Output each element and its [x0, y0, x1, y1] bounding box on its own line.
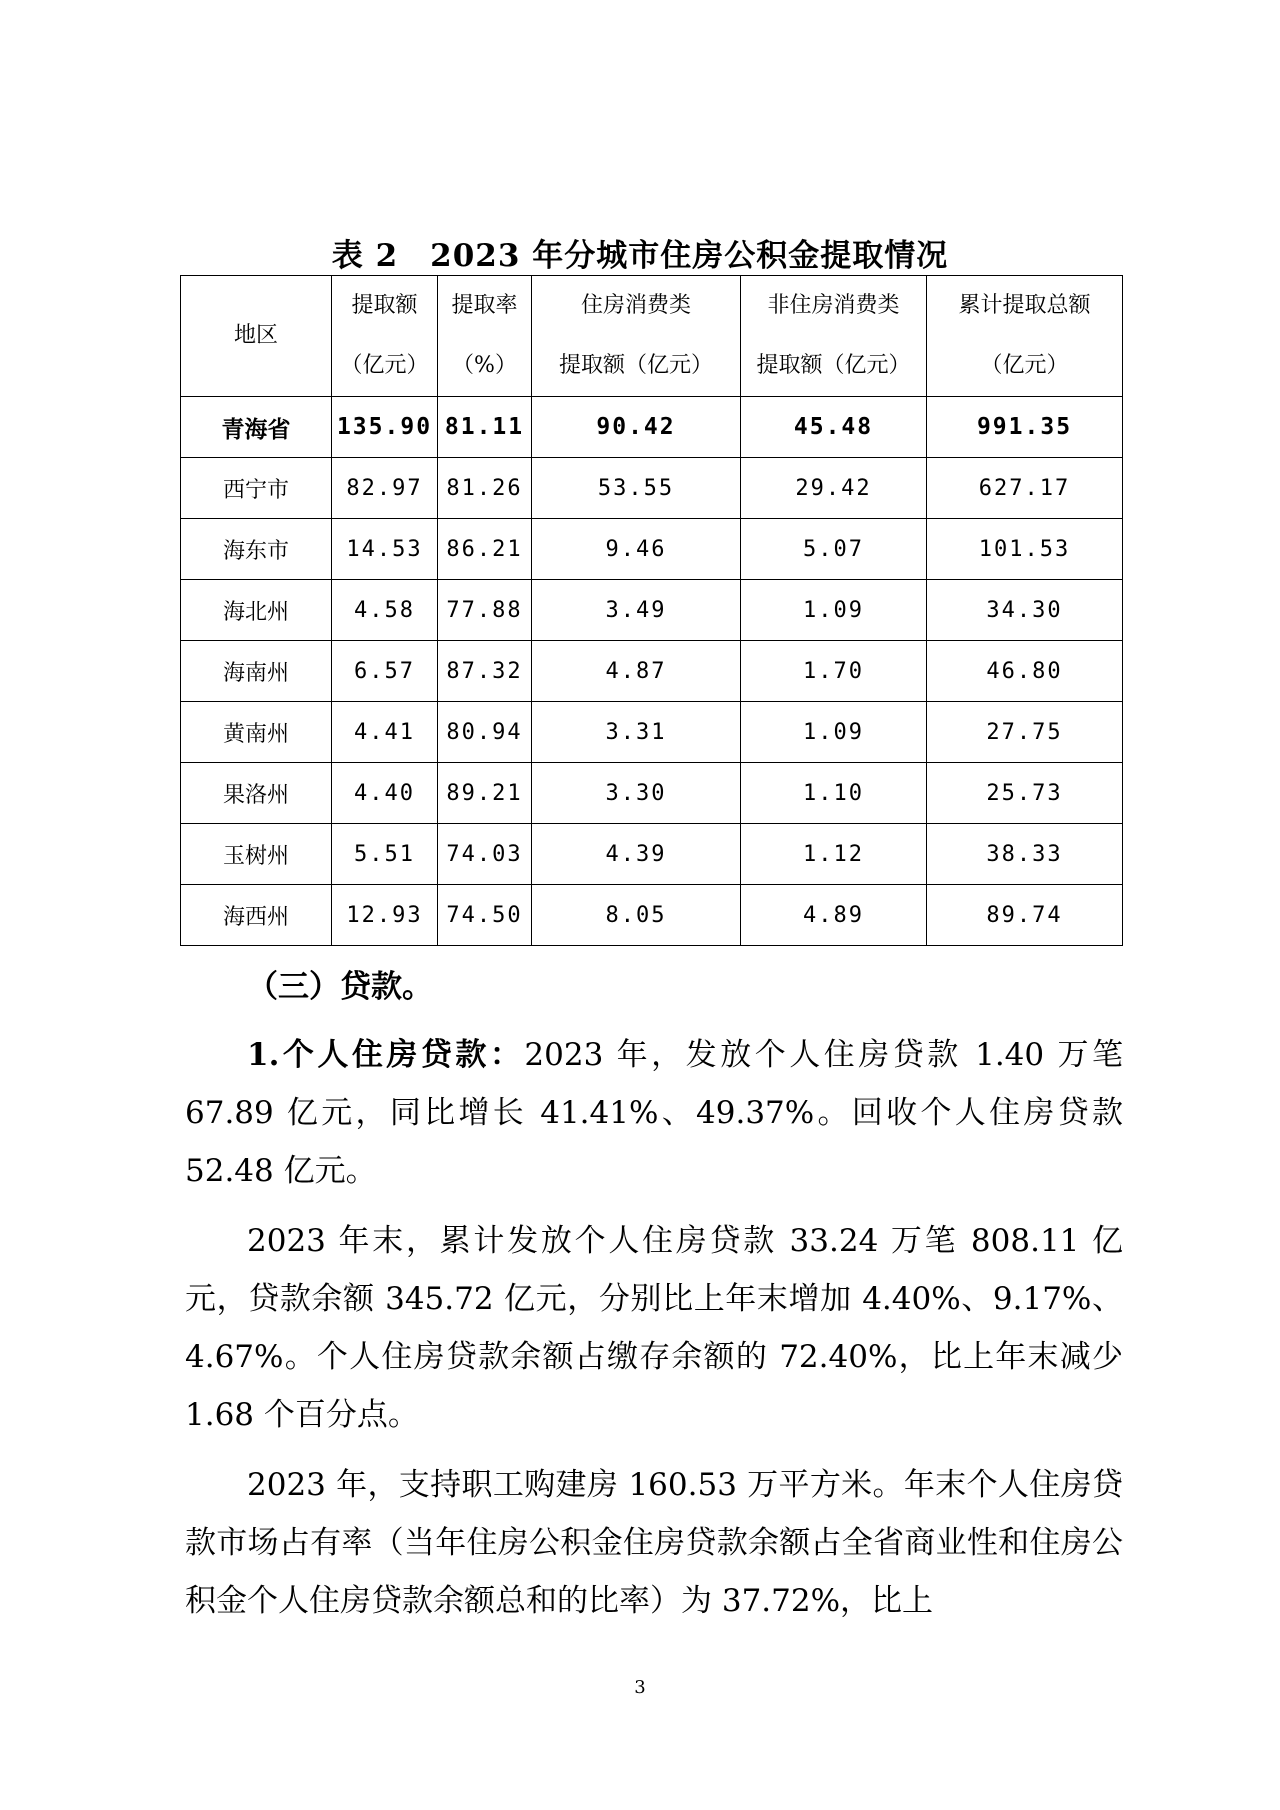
withdrawal-table — [180, 275, 1123, 946]
region-cell: 海西州 — [181, 885, 332, 946]
region-cell: 海东市 — [181, 519, 332, 580]
table-title: 表 2 2023 年分城市住房公积金提取情况 — [331, 238, 949, 274]
body-text — [185, 958, 1123, 1642]
table-row — [181, 641, 1123, 702]
value-cell: 14.53 — [332, 519, 438, 580]
header-line: 住房消费类 — [580, 293, 691, 318]
value-cell: 5.07 — [741, 519, 927, 580]
table-row — [181, 885, 1123, 946]
paragraph-year-end: 2023 年末，累计发放个人住房贷款 33.24 万笔 808.11 亿元，贷款余额 345.72 亿元，分别比上年末增加 4.40%、9.17%、4.67%。个人住房贷款余额占缴存余额的 72.40%，比上年末减少 1.68 个百分点。 — [185, 1223, 1123, 1433]
section-heading: （三）贷款。 — [247, 969, 433, 1005]
value-cell: 5.51 — [332, 824, 438, 885]
value-cell: 4.87 — [532, 641, 741, 702]
header-withdrawal-rate — [438, 276, 532, 397]
value-cell: 9.46 — [532, 519, 741, 580]
value-cell: 135.90 — [332, 397, 438, 458]
value-cell: 89.21 — [438, 763, 532, 824]
header-line: 地区 — [233, 323, 278, 348]
value-cell: 80.94 — [438, 702, 532, 763]
value-cell: 53.55 — [532, 458, 741, 519]
value-cell: 81.11 — [438, 397, 532, 458]
value-cell: 34.30 — [927, 580, 1123, 641]
value-cell: 12.93 — [332, 885, 438, 946]
value-cell: 90.42 — [532, 397, 741, 458]
value-cell: 8.05 — [532, 885, 741, 946]
header-line: 提取率 — [451, 293, 518, 318]
value-cell: 86.21 — [438, 519, 532, 580]
paragraph-lead: 1.个人住房贷款： — [247, 1037, 525, 1073]
value-cell: 74.50 — [438, 885, 532, 946]
table-row — [181, 763, 1123, 824]
region-cell: 海南州 — [181, 641, 332, 702]
table-row — [181, 702, 1123, 763]
value-cell: 25.73 — [927, 763, 1123, 824]
header-line: （亿元） — [980, 353, 1069, 378]
table-row — [181, 824, 1123, 885]
table-header-row — [181, 276, 1123, 397]
paragraph-personal-loan — [185, 1026, 1123, 1200]
value-cell: 46.80 — [927, 641, 1123, 702]
paragraph-body: 2023 年，发放个人住房贷款 1.40 万笔 67.89 亿元，同比增长 41.41%、49.37%。回收个人住房贷款 52.48 亿元。 — [185, 1037, 1123, 1189]
header-withdrawal-amount — [332, 276, 438, 397]
value-cell: 991.35 — [927, 397, 1123, 458]
value-cell: 627.17 — [927, 458, 1123, 519]
value-cell: 38.33 — [927, 824, 1123, 885]
table-row — [181, 458, 1123, 519]
header-region — [181, 276, 332, 397]
value-cell: 45.48 — [741, 397, 927, 458]
header-line: （亿元） — [340, 353, 429, 378]
value-cell: 1.10 — [741, 763, 927, 824]
value-cell: 82.97 — [332, 458, 438, 519]
paragraph-market-share: 2023 年，支持职工购建房 160.53 万平方米。年末个人住房贷款市场占有率（当年住房公积金住房贷款余额占全省商业性和住房公积金个人住房贷款余额总和的比率）为 37.72%，比上 — [185, 1467, 1123, 1619]
header-line: 累计提取总额 — [958, 293, 1091, 318]
header-housing-consumption — [532, 276, 741, 397]
value-cell: 3.49 — [532, 580, 741, 641]
value-cell: 87.32 — [438, 641, 532, 702]
header-non-housing-consumption — [741, 276, 927, 397]
value-cell: 4.89 — [741, 885, 927, 946]
table-row — [181, 519, 1123, 580]
value-cell: 3.30 — [532, 763, 741, 824]
header-line: 提取额（亿元） — [558, 353, 713, 378]
value-cell: 1.09 — [741, 580, 927, 641]
value-cell: 4.41 — [332, 702, 438, 763]
value-cell: 89.74 — [927, 885, 1123, 946]
table-row — [181, 397, 1123, 458]
header-cumulative-total — [927, 276, 1123, 397]
table-row — [181, 580, 1123, 641]
value-cell: 74.03 — [438, 824, 532, 885]
page-number: 3 — [634, 1677, 646, 1698]
region-cell: 果洛州 — [181, 763, 332, 824]
value-cell: 1.12 — [741, 824, 927, 885]
header-line: 提取额（亿元） — [756, 353, 911, 378]
region-cell: 西宁市 — [181, 458, 332, 519]
value-cell: 27.75 — [927, 702, 1123, 763]
value-cell: 4.58 — [332, 580, 438, 641]
header-line: （%） — [452, 353, 517, 378]
value-cell: 1.09 — [741, 702, 927, 763]
value-cell: 77.88 — [438, 580, 532, 641]
header-line: 非住房消费类 — [767, 293, 900, 318]
value-cell: 4.40 — [332, 763, 438, 824]
region-cell: 黄南州 — [181, 702, 332, 763]
region-cell: 青海省 — [181, 397, 332, 458]
region-cell: 玉树州 — [181, 824, 332, 885]
value-cell: 81.26 — [438, 458, 532, 519]
value-cell: 6.57 — [332, 641, 438, 702]
value-cell: 4.39 — [532, 824, 741, 885]
region-cell: 海北州 — [181, 580, 332, 641]
header-line: 提取额 — [351, 293, 418, 318]
value-cell: 29.42 — [741, 458, 927, 519]
value-cell: 3.31 — [532, 702, 741, 763]
value-cell: 1.70 — [741, 641, 927, 702]
value-cell: 101.53 — [927, 519, 1123, 580]
